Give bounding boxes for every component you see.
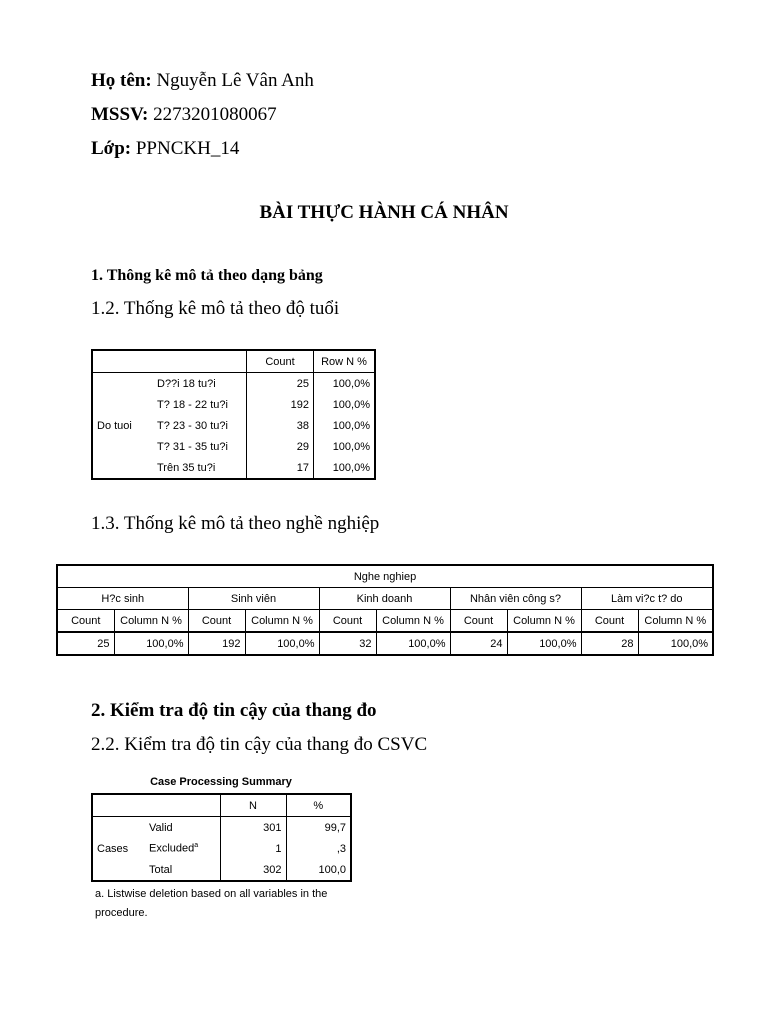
age-group-label: Do tuoi [97, 419, 132, 432]
footnote-marker: a [194, 842, 199, 850]
job-group-header: H?c sinh [57, 588, 188, 610]
class-line [91, 138, 239, 160]
row-pct: 100,0% [332, 398, 370, 411]
case-table-note [95, 885, 327, 923]
row-count: 29 [247, 436, 314, 457]
row-label: Trên 35 tu?i [153, 457, 247, 479]
section1-heading: 1. Thông kê mô tả theo dạng bảng [91, 267, 323, 284]
row-count: 192 [247, 394, 314, 415]
section1-sub-age: 1.2. Thống kê mô tả theo độ tuổi [91, 298, 340, 319]
job-table [56, 564, 714, 656]
row-label: T? 31 - 35 tu?i [153, 436, 247, 457]
job-table-title: Nghe nghiep [57, 565, 713, 588]
job-pct: 100,0% [670, 637, 709, 650]
row-pct: 99,7 [324, 821, 346, 834]
row-pct: ,3 [336, 842, 346, 855]
job-pct: 100,0% [114, 632, 188, 655]
job-pct: 100,0% [245, 632, 319, 655]
id-label: MSSV: [91, 104, 149, 125]
job-count: 32 [319, 632, 376, 655]
class-value: PPNCKH_14 [135, 138, 240, 159]
section2-heading: 2. Kiểm tra độ tin cậy của thang đo [91, 700, 377, 721]
row-n: 301 [220, 817, 286, 839]
id-value: 2273201080067 [153, 104, 277, 125]
table-row [92, 373, 375, 395]
row-n: 302 [220, 859, 286, 881]
age-table [91, 349, 376, 480]
name-value: Nguyễn Lê Vân Anh [156, 70, 314, 91]
age-col-count: Count [247, 350, 314, 373]
job-sub-count: Count [188, 610, 245, 633]
job-sub-count: Count [581, 610, 638, 633]
job-pct: 100,0% [507, 632, 581, 655]
job-group-header: Kinh doanh [319, 588, 450, 610]
section2-sub: 2.2. Kiểm tra độ tin cậy của thang đo CSVC [91, 734, 428, 755]
job-sub-pct: Column N % [638, 610, 713, 633]
name-label: Họ tên: [91, 70, 152, 91]
note-line: procedure. [95, 907, 148, 919]
student-id-line [91, 104, 277, 126]
row-pct: 100,0% [332, 440, 370, 453]
job-group-header: Sinh viên [188, 588, 319, 610]
job-count: 25 [57, 632, 114, 655]
row-pct: 100,0 [318, 863, 346, 876]
job-sub-count: Count [57, 610, 114, 633]
job-sub-pct: Column N % [507, 610, 581, 633]
table-row [92, 817, 351, 839]
row-count: 17 [247, 457, 314, 479]
job-count: 28 [581, 632, 638, 655]
table-row [57, 632, 713, 655]
case-table [91, 793, 352, 882]
case-col-pct: % [286, 794, 351, 817]
row-label: D??i 18 tu?i [153, 373, 247, 395]
document-title: BÀI THỰC HÀNH CÁ NHÂN [259, 202, 509, 223]
job-count: 24 [450, 632, 507, 655]
row-label: Total [145, 859, 220, 881]
row-pct: 100,0% [332, 419, 370, 432]
row-n: 1 [220, 838, 286, 859]
row-count: 38 [247, 415, 314, 436]
row-label-cell [145, 838, 220, 859]
row-label: Valid [145, 817, 220, 839]
row-label: Excluded [149, 842, 195, 855]
job-group-header: Nhân viên công s? [450, 588, 581, 610]
job-pct: 100,0% [376, 632, 450, 655]
job-sub-pct: Column N % [245, 610, 319, 633]
case-group-label: Cases [97, 842, 129, 855]
job-group-header: Làm vi?c t? do [581, 588, 713, 610]
student-name-line [91, 70, 314, 92]
row-pct: 100,0% [332, 377, 370, 390]
case-col-n: N [220, 794, 286, 817]
job-sub-count: Count [450, 610, 507, 633]
job-count: 192 [188, 632, 245, 655]
row-pct: 100,0% [332, 461, 370, 474]
row-label: T? 23 - 30 tu?i [153, 415, 247, 436]
age-col-pct: Row N % [314, 350, 376, 373]
section1-sub-job: 1.3. Thống kê mô tả theo nghề nghiệp [91, 513, 380, 534]
row-label: T? 18 - 22 tu?i [153, 394, 247, 415]
job-sub-pct: Column N % [114, 610, 188, 633]
note-line: a. Listwise deletion based on all variables in the [95, 888, 328, 900]
case-table-title: Case Processing Summary [150, 776, 292, 788]
job-sub-pct: Column N % [376, 610, 450, 633]
class-label: Lớp: [91, 138, 132, 159]
row-count: 25 [247, 373, 314, 395]
job-sub-count: Count [319, 610, 376, 633]
